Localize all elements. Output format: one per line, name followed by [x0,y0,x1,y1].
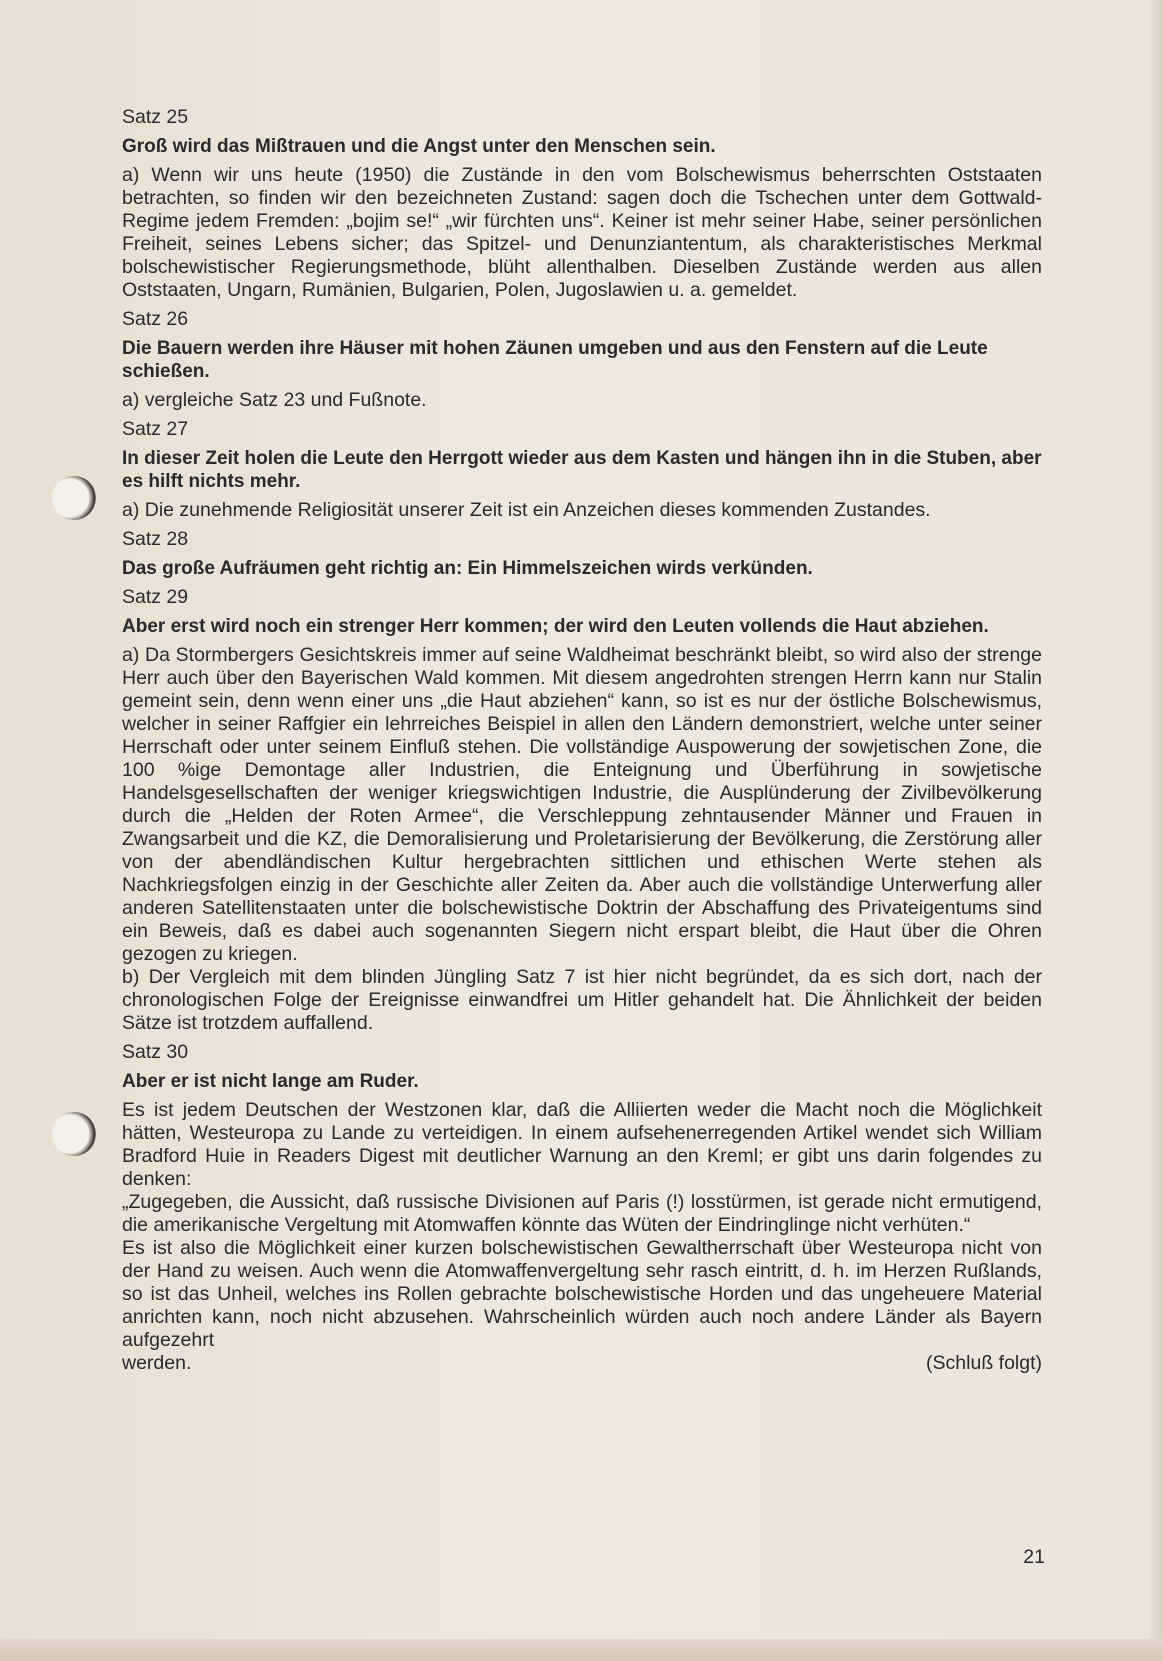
satz-thesis: Groß wird das Mißtrauen und die Angst unter den Menschen sein. [122,136,716,157]
paper-bottom-edge [0,1639,1163,1661]
paper-right-edge [1149,0,1163,1661]
satz-thesis: Das große Aufräumen geht richtig an: Ein Himmelszeichen wirds verkünden. [122,558,813,579]
commentary-paragraph: Es ist jedem Deutschen der Westzonen klar, daß die Alliierten weder die Macht noch die Möglichkeit hätten, Westeuropa zu Lande zu verteidigen. In einem aufsehenerregenden Artikel wendet sich William Bradford Huie in Readers Digest mit deutlicher Warnung an den Kreml; er gibt uns darin folgendes zu denken: [122,1099,1042,1190]
satz-label: Satz 30 [122,1041,189,1063]
text-body [122,106,1042,1375]
section-satz-28 [122,528,1042,580]
satz-label: Satz 28 [122,528,189,550]
commentary-paragraph: a) Da Stormbergers Gesichtskreis immer auf seine Waldheimat beschränkt bleibt, so wird also der strenge Herr auch über den Bayerischen Wald kommen. Mit diesem angedrohten strengen Herrn kann nur Stalin gemeint sein, denn wenn einer uns „die Haut abziehen“ kann, so ist es nur der östliche Bolschewismus, welcher in seiner Raffgier ein lehrreiches Beispiel in allen den Ländern demonstriert, welche unter seiner Herrschaft oder unter seinem Einfluß stehen. Die vollständige Auspowerung der sowjetischen Zone, die 100 %ige Demontage aller Industrien, die Enteignung und Überführung in sowjetische Handelsgesellschaften der weniger kriegswichtigen Industrie, die Ausplünderung der Zivilbevölkerung durch die „Helden der Roten Armee“, die Verschleppung zehntausender Männer und Frauen in Zwangsarbeit und die KZ, die Demoralisierung und Proletarisierung der Bevölkerung, die Zerstörung aller von der abendländischen Kultur hergebrachten sittlichen und ethischen Werte stehen als Nachkriegsfolgen einzig in der Geschichte aller Zeiten da. Aber auch die vollständige Unterwerfung aller anderen Satellitenstaaten unter die bolschewistische Doktrin der Abschaffung des Privateigentums sind ein Beweis, daß es dabei auch sogenannten Siegern nicht erspart bleibt, die Haut über die Ohren gezogen zu kriegen. [122,644,1042,965]
satz-label: Satz 27 [122,418,189,440]
continuation-note: (Schluß folgt) [926,1352,1042,1374]
satz-thesis: Aber erst wird noch ein strenger Herr kommen; der wird den Leuten vollends die Haut abziehen. [122,616,989,637]
section-satz-25 [122,106,1042,302]
commentary-paragraph: a) vergleiche Satz 23 und Fußnote. [122,389,427,411]
section-satz-29 [122,586,1042,1035]
punch-hole-icon [52,476,96,520]
section-satz-30 [122,1041,1042,1375]
punch-hole-icon [52,1112,96,1156]
page-number: 21 [1023,1546,1045,1568]
commentary-paragraph: a) Wenn wir uns heute (1950) die Zustände in den vom Bolschewismus beherrschten Oststaaten betrachten, so finden wir den bezeichneten Zustand: sagen doch die Tschechen unter dem Gottwald-Regime jedem Fremden: „bojim se!“ „wir fürchten uns“. Keiner ist mehr seiner Habe, seiner persönlichen Freiheit, seines Lebens sicher; das Spitzel- und Denunziantentum, als charakteristisches Merkmal bolschewistischer Regierungsmethode, blüht allenthalben. Dieselben Zustände werden aus allen Oststaaten, Ungarn, Rumänien, Bulgarien, Polen, Jugoslawien u. a. gemeldet. [122,164,1042,301]
satz-label: Satz 26 [122,308,189,330]
section-satz-26 [122,308,1042,412]
satz-thesis: Aber er ist nicht lange am Ruder. [122,1071,419,1092]
section-satz-27 [122,418,1042,522]
satz-thesis: Die Bauern werden ihre Häuser mit hohen Zäunen umgeben und aus den Fenstern auf die Leute schießen. [122,338,988,382]
satz-label: Satz 25 [122,106,189,128]
commentary-paragraph: Es ist also die Möglichkeit einer kurzen bolschewistischen Gewaltherrschaft über Westeuropa nicht von der Hand zu weisen. Auch wenn die Atomwaffenvergeltung sehr rasch eintritt, d. h. im Herzen Rußlands, so ist das Unheil, welches ins Rollen gebrachte bolschewistische Horden und das ungeheuere Material anrichten kann, noch nicht abzusehen. Wahrscheinlich würden auch noch andere Länder als Bayern aufgezehrt [122,1237,1042,1351]
satz-thesis: In dieser Zeit holen die Leute den Herrgott wieder aus dem Kasten und hängen ihn in die Stuben, aber es hilft nichts mehr. [122,448,1042,492]
last-word: werden. [122,1352,192,1374]
commentary-paragraph: b) Der Vergleich mit dem blinden Jüngling Satz 7 ist hier nicht begründet, da es sich dort, nach der chronologischen Folge der Ereignisse einwandfrei um Hitler gehandelt hat. Die Ähnlichkeit der beiden Sätze ist trotzdem auffallend. [122,966,1042,1034]
quotation: „Zugegeben, die Aussicht, daß russische Divisionen auf Paris (!) losstürmen, ist gerade nicht ermutigend, die amerikanische Vergeltung mit Atomwaffen könnte das Wüten der Eindringlinge nicht verhüten.“ [122,1191,1042,1236]
satz-label: Satz 29 [122,586,189,608]
closing-line [122,1352,1042,1375]
commentary-paragraph: a) Die zunehmende Religiosität unserer Zeit ist ein Anzeichen dieses kommenden Zustandes. [122,499,931,521]
